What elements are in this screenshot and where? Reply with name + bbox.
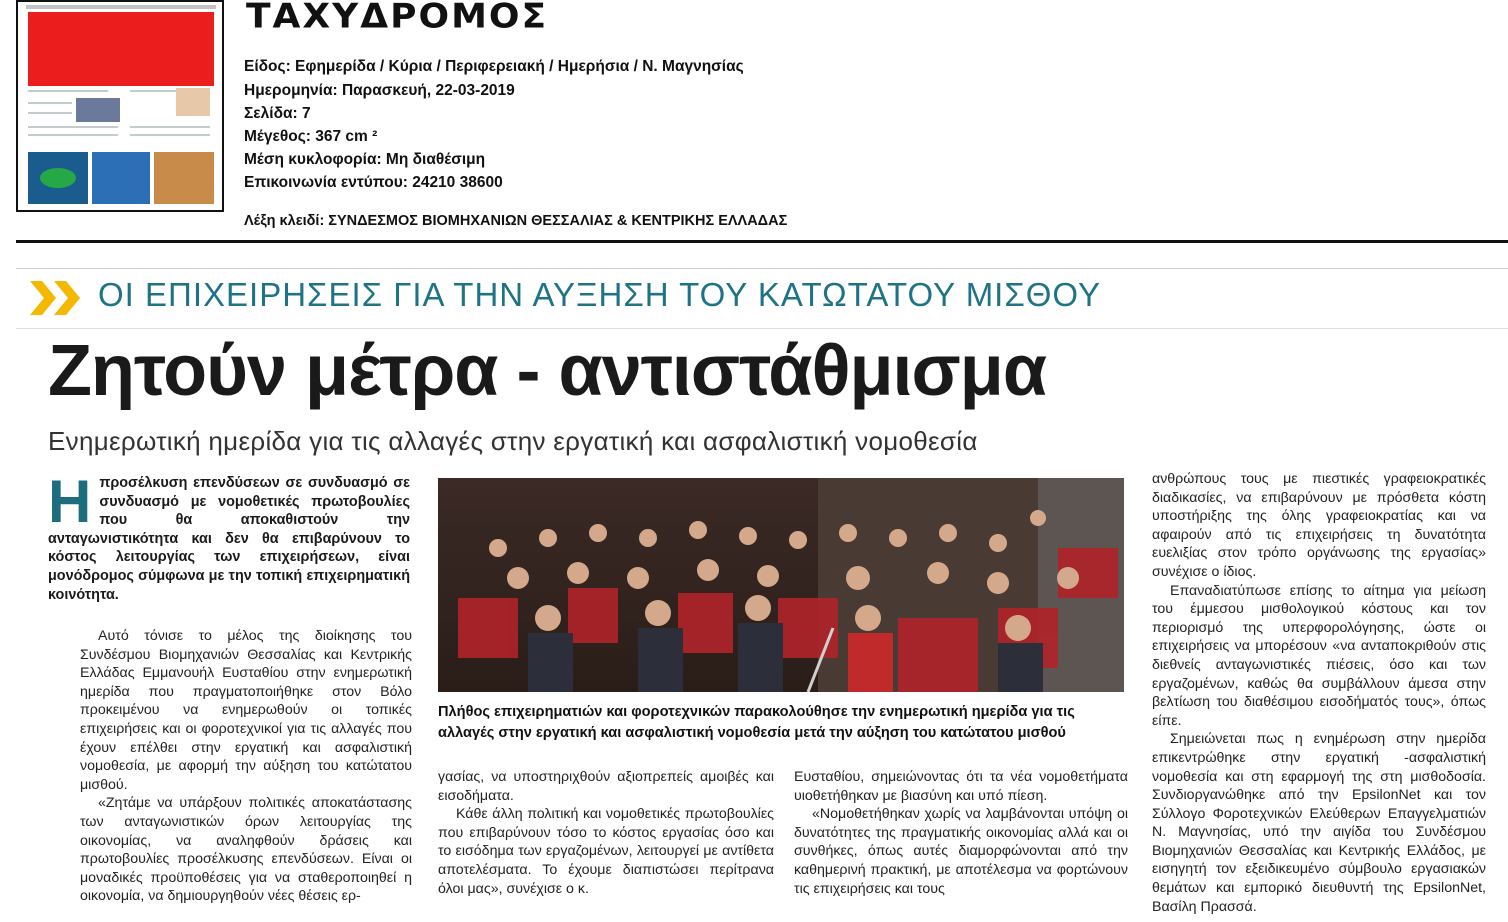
thumbnail-ad-badge	[40, 168, 76, 188]
thumbnail-text-line	[28, 90, 108, 92]
kicker-rule	[16, 328, 1508, 329]
thumbnail-ad	[92, 152, 150, 204]
thumbnail-photo	[76, 98, 120, 122]
paragraph: «Ζητάμε να υπάρξουν πολιτικές αποκατάστασης των ανταγωνιστικών όρων λειτουργίας της οικονομίας, να αναληφθούν δράσεις και πρωτοβουλίες προσέλκυσης επενδύσεων. Είναι οι μοναδικές προϋποθέσεις για να σταθεροποιηθεί η οικονομία, να δημιουργηθούν νέες θέσεις ερ-	[80, 795, 412, 905]
thumbnail-masthead-strip	[26, 5, 216, 9]
paragraph: «Νομοθετήθηκαν χωρίς να λαμβάνονται υπόψη οι δυνατότητες της πραγματικής οικονομίας αλλά και οι συνθήκες, όπως αυτές διαμορφώνονται από την καθημερινή πρακτική, με αποτέλεσμα να φορτώνουν τις επιχειρήσεις και τους	[794, 806, 1128, 897]
meta-date: Ημερομηνία: Παρασκευή, 22-03-2019	[244, 82, 515, 99]
meta-page: Σελίδα: 7	[244, 105, 311, 122]
thumbnail-text-line	[28, 112, 72, 114]
paragraph: Αυτό τόνισε το μέλος της διοίκησης του Συνδέσμου Βιομηχανιών Θεσσαλίας και Κεντρικής Ελλάδας Εμμανουήλ Ευσταθίου στην ενημερωτική ημερίδα που πραγματοποιήθηκε στον Βόλο προκειμένου να ενημερωθούν οι τοπικές επιχειρήσεις και οι φοροτεχνικοί για τις αλλαγές που έχουν επέλθει στην εργατική και ασφαλιστική νομοθεσία, με αφορμή την αύξηση του κατώτατου μισθού.	[80, 628, 412, 793]
article-column-4	[1152, 470, 1486, 916]
lead-text: προσέλκυση επενδύσεων σε συνδυασμό σε συνδυασμό με νομοθετικές πρωτοβουλίες που θα αποκαθιστούν την ανταγωνιστικότητα και δεν θα επιβαρύνουν το κόστος λειτουργίας των επιχειρήσεων, είναι μονόδρομος σύμφωνα με την τοπική επιχειρηματική κοινότητα.	[48, 475, 410, 603]
meta-circulation: Μέση κυκλοφορία: Μη διαθέσιμη	[244, 151, 486, 168]
drop-cap: Η	[48, 468, 92, 535]
article-top-rule	[16, 268, 1508, 269]
meta-size: Μέγεθος: 367 cm ²	[244, 128, 378, 145]
paragraph: Ευσταθίου, σημειώνοντας ότι τα νέα νομοθετήματα υιοθετήθηκαν με βιασύνη και υπό πίεση.	[794, 769, 1128, 804]
redacted-block	[28, 12, 214, 86]
subheadline: Ενημερωτική ημερίδα για τις αλλαγές στην εργατική και ασφαλιστική νομοθεσία	[48, 426, 978, 456]
chevron-right-icon	[30, 281, 86, 315]
thumbnail-portrait	[176, 88, 210, 116]
page-thumbnail[interactable]	[16, 0, 224, 212]
newspaper-name: ΤΑΧΥΔΡΟΜΟΣ	[246, 0, 549, 36]
article-kicker: ΟΙ ΕΠΙΧΕΙΡΗΣΕΙΣ ΓΙΑ ΤΗΝ ΑΥΞΗΣΗ ΤΟΥ ΚΑΤΩΤΑΤΟΥ ΜΙΣΘΟΥ	[98, 276, 1102, 313]
thumbnail-ad	[154, 152, 214, 204]
meta-keyword: Λέξη κλειδί: ΣΥΝΔΕΣΜΟΣ ΒΙΟΜΗΧΑΝΙΩΝ ΘΕΣΣΑΛΙΑΣ & ΚΕΝΤΡΙΚΗΣ ΕΛΛΑΔΑΣ	[244, 213, 788, 229]
lead-paragraph	[48, 468, 410, 604]
photo-caption: Πλήθος επιχειρηματιών και φοροτεχνικών παρακολούθησε την ενημερωτική ημερίδα για τις αλλαγές στην εργατική και ασφαλιστική νομοθεσία μετά την αύξηση του κατώτατου μισθού	[438, 704, 1075, 741]
paragraph: Επαναδιατύπωσε επίσης το αίτημα για μείωση του έμμεσου μισθολογικού κόστους και τον περιορισμό της υπερφορολόγησης, ώστε οι επιχειρήσεις να μπορέσουν «να ανταποκριθούν στις διεθνείς ανταγωνιστικές πιέσεις, όσο και των εργαζομένων, καθώς θα συμβάλλουν άμεσα στην βελτίωση του διαθέσιμου εισοδήματός τους», όπως είπε.	[1152, 582, 1486, 729]
article-column-3	[794, 768, 1128, 898]
article-column-2	[438, 768, 774, 898]
paragraph: ανθρώπους τους με πιεστικές γραφειοκρατικές διαδικασίες, να επιβαρύνουν με πρόσθετα κόστη υποστήριξης της όλης γραφειοκρατίας και να αφαιρούν από τις επιχειρήσεις τη δυνατότητα ευελιξίας στον τρόπο οργάνωσης της εργασίας» συνέχισε ο ίδιος.	[1152, 471, 1486, 580]
thumbnail-text-line	[130, 134, 210, 136]
article-photo[interactable]	[438, 478, 1124, 692]
article-column-1	[80, 627, 412, 906]
header-divider	[16, 240, 1508, 243]
meta-type: Είδος: Εφημερίδα / Κύρια / Περιφερειακή / Ημερήσια / Ν. Μαγνησίας	[244, 58, 744, 75]
thumbnail-text-line	[130, 126, 210, 128]
audience-photo-illustration	[438, 478, 1124, 692]
paragraph: γασίας, να υποστηριχθούν αξιοπρεπείς αμοιβές και εισοδήματα.	[438, 769, 774, 804]
meta-contact: Επικοινωνία εντύπου: 24210 38600	[244, 174, 503, 191]
thumbnail-text-line	[28, 134, 118, 136]
paragraph: Κάθε άλλη πολιτική και νομοθετικές πρωτοβουλίες που επιβαρύνουν τόσο το κόστος εργασίας όσο και το εισόδημα των εργαζομένων, λειτουργεί με αντίθετα αποτελέσματα. Το έχουμε διαπιστώσει περίτρανα όλοι μας», συνέχισε ο κ.	[438, 806, 774, 897]
headline: Ζητούν μέτρα - αντιστάθμισμα	[48, 331, 1047, 411]
thumbnail-text-line	[28, 126, 118, 128]
paragraph: Σημειώνεται πως η ενημέρωση στην ημερίδα επικεντρώθηκε στην εργατική -ασφαλιστική νομοθεσία και στη εφαρμογή της στη μισθοδοσία. Συνδιοργανώθηκε από την EpsilonNet και τον Σύλλογο Φοροτεχνικών Ελεύθερων Επαγγελματιών Ν. Μαγνησίας, υπό την αιγίδα του Συνδέσμου Βιομηχανιών Θεσσαλίας και Κεντρικής Ελλάδος, με εισηγητή τον εξειδικευμένο σύμβουλο εργασιακών θεμάτων και εμπορικό διευθυντή της EpsilonNet, Βασίλη Πρασσά.	[1152, 731, 1486, 915]
thumbnail-text-line	[28, 102, 72, 104]
